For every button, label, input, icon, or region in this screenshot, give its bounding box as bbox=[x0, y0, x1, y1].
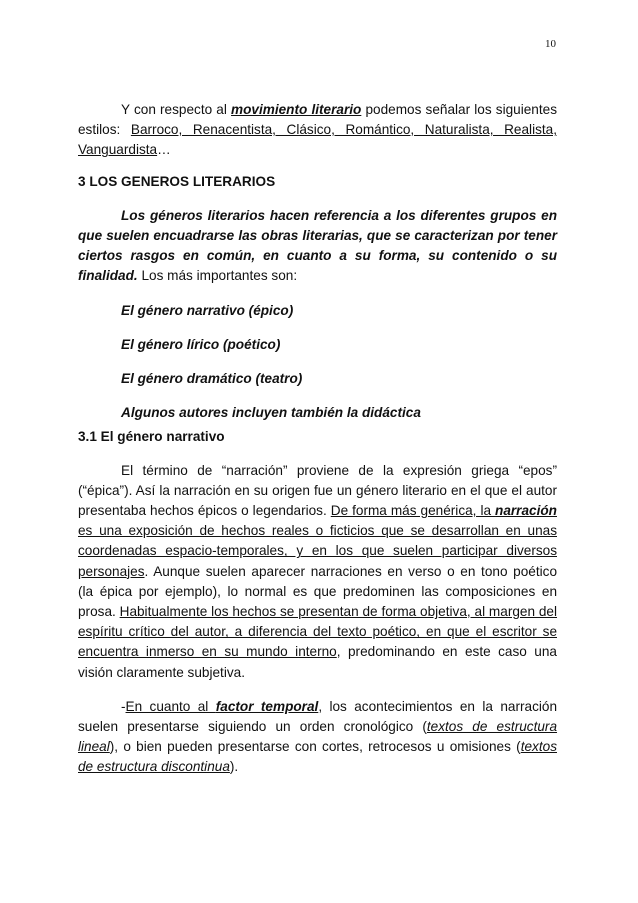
section-heading-3-1: 3.1 El género narrativo bbox=[78, 429, 225, 445]
genre-item: Algunos autores incluyen también la didáctica bbox=[121, 405, 421, 421]
genre-item: El género narrativo (épico) bbox=[121, 302, 294, 318]
document-body bbox=[78, 100, 557, 778]
definition-generos: Los géneros literarios hacen referencia a los diferentes grupos en que suelen encuadrarse las obras literarias, que se caracterizan por tener ciertos rasgos en común, en cuanto a su forma, su contenido o su finalidad. bbox=[78, 207, 557, 284]
page-number: 10 bbox=[545, 38, 556, 50]
section-heading-3: 3 LOS GENEROS LITERARIOS bbox=[78, 173, 276, 189]
styles-list: Barroco, Renacentista, Clásico, Romántico, Naturalista, Realista, Vanguardista bbox=[78, 122, 557, 158]
term-movimiento-literario: movimiento literario bbox=[231, 102, 362, 117]
term-narracion: narración bbox=[495, 503, 557, 519]
paragraph-generos: Los géneros literarios hacen referencia a los diferentes grupos en que suelen encuadrarse las obras literarias, que se caracterizan por tener ciertos rasgos en común, en cuanto a su forma, su contenido o su finalidad. Los más importantes son: bbox=[78, 207, 557, 284]
term-factor-temporal: factor temporal bbox=[215, 698, 319, 714]
genre-item: El género lírico (poético) bbox=[121, 336, 281, 352]
paragraph-narrativo: El término de “narración” proviene de la expresión griega “epos” (“épica”). Así la narración en su origen fue un género literario en el que el autor presentaba hechos épicos o legendarios. De forma más genérica, la narración es una exposición de hechos reales o ficticios que se desarrollan en unas coordenadas espacio-temporales, y en los que suelen participar diversos personajes. Aunque suelen aparecer narraciones en verso o en tono poético (la épica por ejemplo), lo normal es que predominen las composiciones en prosa. Habitualmente los hechos se presentan de forma objetiva, al margen del espíritu crítico del autor, a diferencia del texto poético, en que el escritor se encuentra inmerso en su mundo interno, predominando en este caso una visión claramente subjetiva. bbox=[78, 462, 558, 680]
paragraph-factor-temporal: -En cuanto al factor temporal, los acontecimientos en la narración suelen presentarse siguiendo un orden cronológico (textos de estructura lineal), o bien pueden presentarse con cortes, retrocesos u omisiones (textos de estructura discontinua). bbox=[78, 698, 558, 775]
genre-item: El género dramático (teatro) bbox=[121, 371, 303, 387]
paragraph-estilos: Y con respecto al movimiento literario podemos señalar los siguientes estilos: Barroco, Renacentista, Clásico, Romántico, Naturalista, Realista, Vanguardista… bbox=[78, 102, 557, 158]
